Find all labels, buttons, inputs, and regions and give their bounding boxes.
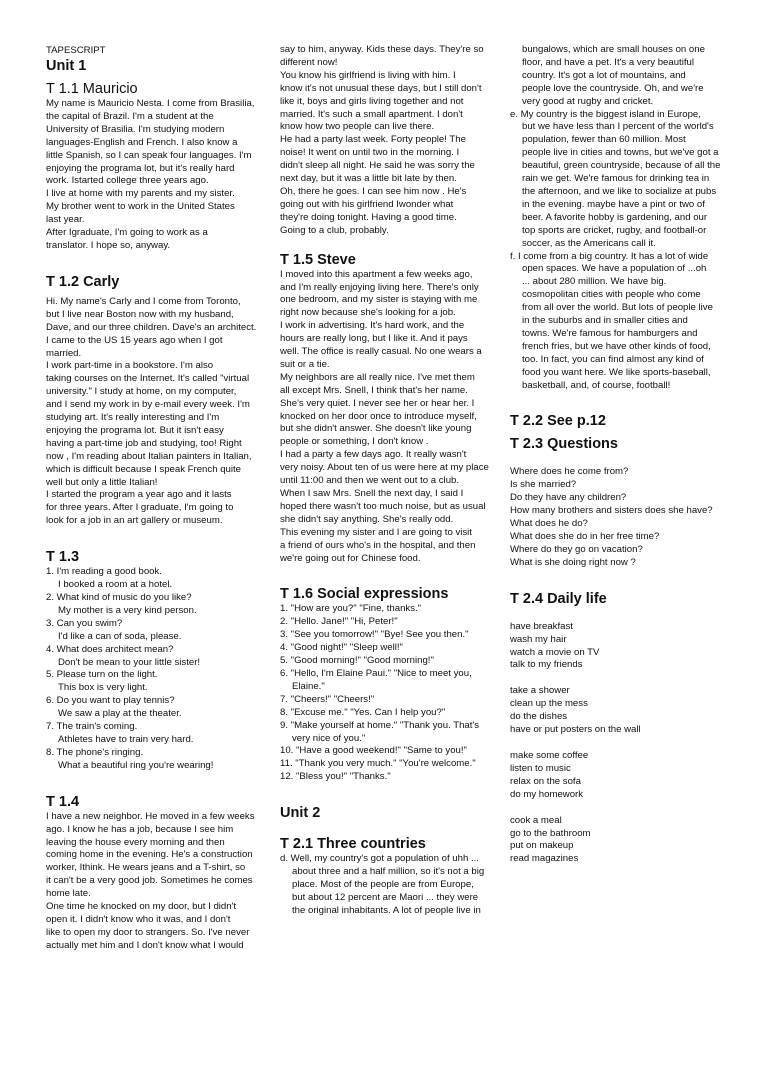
text-line: very good at rugby and cricket. bbox=[522, 95, 654, 107]
list-item-continued: Elaine." bbox=[292, 680, 325, 692]
text-line: we're going out for Chinese food. bbox=[280, 552, 421, 564]
text-line: but I live near Boston now with my husband, bbox=[46, 308, 234, 320]
text-line: people live in cities and towns, but we've got a bbox=[522, 147, 719, 159]
text-line: now , I'm reading about Italian painters in Italian, bbox=[46, 450, 252, 462]
text-line: leaving the house every morning and then bbox=[46, 836, 225, 848]
list-item: listen to music bbox=[510, 762, 571, 774]
text-line: open it. I didn't know who it was, and I don't bbox=[46, 913, 231, 925]
list-item: This box is very light. bbox=[58, 682, 148, 694]
text-line: population, fewer than 60 million. Most bbox=[522, 134, 686, 146]
text-line: food you want here. We like sports-baseball, bbox=[522, 366, 711, 378]
t21-item-f bbox=[510, 251, 742, 393]
text-line: having a part-time job and studying, too! Right bbox=[46, 437, 242, 449]
t15-heading: T 1.5 Steve bbox=[280, 251, 356, 268]
list-item: have or put posters on the wall bbox=[510, 724, 641, 736]
text-line: and I'm really enjoying living here. There's only bbox=[280, 281, 479, 293]
list-item: do the dishes bbox=[510, 711, 568, 723]
text-line: look for a job in an art gallery or museum. bbox=[46, 515, 223, 527]
text-line: she didn't say anything. She's really odd. bbox=[280, 513, 454, 525]
list-item: 10. "Have a good weekend!" "Same to you!" bbox=[280, 745, 467, 757]
list-item: take a shower bbox=[510, 685, 570, 697]
text-line: enjoying the programa lot. But it isn't easy bbox=[46, 424, 224, 436]
text-line: e. My country is the biggest island in Europe, bbox=[510, 108, 701, 120]
text-line: floor, and have a pet. It's a very beautiful bbox=[522, 56, 694, 68]
list-item: go to the bathroom bbox=[510, 827, 591, 839]
text-line: After Igraduate, I'm going to work as a bbox=[46, 227, 208, 239]
text-line: coming home in the evening. He's a construction bbox=[46, 849, 253, 861]
text-line: ... about 280 million. We have big. bbox=[522, 276, 667, 288]
list-item: 4. "Good night!" "Sleep well!" bbox=[280, 642, 403, 654]
t24-heading: T 2.4 Daily life bbox=[510, 590, 607, 607]
text-line: I started the program a year ago and it lasts bbox=[46, 489, 232, 501]
text-line: but we have less than I percent of the world's bbox=[522, 121, 714, 133]
text-line: studying art. It's really interesting and I'm bbox=[46, 412, 220, 424]
text-line: translator. I hope so, anyway. bbox=[46, 239, 171, 251]
text-line: say to him, anyway. Kids these days. They're so bbox=[280, 44, 484, 55]
text-line: the capital of Brazil. I'm a student at the bbox=[46, 110, 214, 122]
question-line: Is she married? bbox=[510, 479, 577, 491]
text-line: didn't sleep all night. He said he was sorry the bbox=[280, 160, 475, 172]
list-item: What a beautiful ring you're wearing! bbox=[58, 759, 214, 771]
list-item: make some coffee bbox=[510, 749, 589, 761]
text-line: Dave, and our three children. Dave's an architect. bbox=[46, 321, 257, 333]
list-item: have breakfast bbox=[510, 620, 573, 632]
list-item: watch a movie on TV bbox=[510, 646, 600, 658]
text-line: My name is Mauricio Nesta. I come from Brasilia, bbox=[46, 98, 255, 109]
unit-2-title: Unit 2 bbox=[280, 805, 321, 822]
t11-heading: T 1.1 Mauricio bbox=[46, 81, 138, 97]
text-line: You know his girlfriend is living with him. I bbox=[280, 69, 456, 81]
list-item: 4. What does architect mean? bbox=[46, 643, 174, 655]
question-line: How many brothers and sisters does she have? bbox=[510, 505, 713, 517]
list-item: 7. The train's coming. bbox=[46, 721, 138, 733]
text-line: This evening my sister and I are going to visit bbox=[280, 526, 472, 538]
text-line: french fries, but we have other kinds of food, bbox=[522, 340, 711, 352]
text-line: know it's not unusual these days, but I still don't bbox=[280, 82, 482, 94]
question-line: What is she doing right now ? bbox=[510, 556, 636, 568]
text-line: the afternoon, and we like to socialize at pubs bbox=[522, 185, 717, 197]
list-item: I'd like a can of soda, please. bbox=[58, 630, 182, 642]
text-line: top sports are cricket, rugby, and football-or bbox=[522, 224, 707, 236]
text-line: in the evening. maybe have a pint or two of bbox=[522, 198, 705, 210]
list-item: do my homework bbox=[510, 788, 584, 800]
text-line: noise! It went on until two in the morning. I bbox=[280, 147, 460, 159]
text-line: Going to a club, probably. bbox=[280, 224, 389, 236]
text-line: My neighbors are all really nice. I've met them bbox=[280, 371, 475, 383]
text-line: She's very quiet. I never see her or hear her. I bbox=[280, 397, 475, 409]
list-item: put on makeup bbox=[510, 840, 574, 852]
text-line: and I send my work in by e-mail every week. I'm bbox=[46, 399, 250, 411]
t14-heading: T 1.4 bbox=[46, 793, 80, 810]
list-item: 5. Please turn on the light. bbox=[46, 669, 158, 681]
text-line: d. Well, my country's got a population of uhh ... bbox=[280, 853, 479, 865]
text-line: university." I study at home, on my computer, bbox=[46, 386, 237, 398]
text-line: cosmopolitan cities with people who come bbox=[522, 289, 701, 301]
list-item: Athletes have to train very hard. bbox=[58, 733, 194, 745]
t14-body bbox=[46, 811, 278, 953]
text-line: work. Istarted college three years ago. bbox=[46, 175, 209, 187]
list-item: 6. Do you want to play tennis? bbox=[46, 695, 175, 707]
text-line: know how two people can live there. bbox=[280, 121, 435, 133]
text-line: I work in advertising. It's hard work, and the bbox=[280, 320, 465, 332]
text-line: married. bbox=[46, 347, 82, 359]
list-item: 12. "Bless you!" "Thanks." bbox=[280, 771, 391, 783]
text-line: married. It's such a small apartment. I don't bbox=[280, 108, 463, 120]
question-line: What does he do? bbox=[510, 518, 588, 530]
t24-group-1 bbox=[510, 621, 742, 673]
text-line: I have a new neighbor. He moved in a few weeks bbox=[46, 810, 255, 822]
list-item: cook a meal bbox=[510, 814, 562, 826]
text-line: Hi. My name's Carly and I come from Toronto, bbox=[46, 295, 241, 307]
text-line: actually met him and I don't know what I would bbox=[46, 939, 244, 951]
text-line: bungalows, which are small houses on one bbox=[522, 44, 705, 55]
column-2 bbox=[280, 44, 506, 918]
text-line: going out with his girlfriend Iwonder what bbox=[280, 198, 454, 210]
text-line: One time he knocked on my door, but I didn't bbox=[46, 901, 237, 913]
list-item: 11. "Thank you very much." "You're welcome." bbox=[280, 758, 476, 770]
text-line: enjoying the programa lot, but it's really hard bbox=[46, 162, 235, 174]
text-line: I work part-time in a bookstore. I'm also bbox=[46, 360, 214, 372]
question-line: Where does he come from? bbox=[510, 466, 629, 478]
text-line: people love the countryside. Oh, and we're bbox=[522, 82, 704, 94]
unit-1-title: Unit 1 bbox=[46, 58, 87, 74]
text-line: hours are really long, but I like it. And it pays bbox=[280, 333, 468, 345]
text-line: hoped there wasn't too much noise, but as usual bbox=[280, 500, 486, 512]
t16-heading: T 1.6 Social expressions bbox=[280, 586, 449, 603]
text-line: little Spanish, so I can speak four languages. I'm bbox=[46, 149, 252, 161]
text-line: a friend of ours who's in the hospital, and then bbox=[280, 539, 476, 551]
text-line: like it, boys and girls living together and not bbox=[280, 95, 464, 107]
question-line: What does she do in her free time? bbox=[510, 531, 660, 542]
t23-list bbox=[510, 466, 742, 569]
text-line: knocked on her door once to introduce myself, bbox=[280, 410, 477, 422]
text-line: the original inhabitants. A lot of people live in bbox=[292, 904, 481, 916]
text-line: but about 12 percent are Maori ... they were bbox=[292, 891, 479, 903]
text-line: University of Brasilia. I'm studying modern bbox=[46, 123, 225, 135]
t11-body bbox=[46, 98, 278, 253]
text-line: Oh, there he goes. I can see him now . He's bbox=[280, 185, 467, 197]
text-line: I had a party a few days ago. It really wasn't bbox=[280, 449, 467, 461]
list-item: Don't be mean to your little sister! bbox=[58, 656, 201, 668]
text-line: languages-English and French. I also know a bbox=[46, 136, 238, 148]
list-item: 3. "See you tomorrow!" "Bye! See you then." bbox=[280, 629, 469, 641]
t22-heading: T 2.2 See p.12 bbox=[510, 413, 606, 430]
list-item: read magazines bbox=[510, 853, 579, 865]
text-line: open spaces. We have a population of ...oh bbox=[522, 263, 707, 275]
text-line: My brother went to work in the United States bbox=[46, 201, 235, 213]
text-line: I came to the US 15 years ago when I got bbox=[46, 334, 223, 346]
text-line: basketball, and, of course, football! bbox=[522, 379, 671, 391]
text-line: well but only a little Italian! bbox=[46, 476, 158, 488]
column-1 bbox=[46, 44, 278, 953]
list-item-continued: very nice of you." bbox=[292, 732, 366, 744]
text-line: country. It's got a lot of mountains, and bbox=[522, 69, 686, 81]
column-3 bbox=[510, 44, 742, 866]
text-line: f. I come from a big country. It has a lot of wide bbox=[510, 250, 709, 262]
list-item: My mother is a very kind person. bbox=[58, 604, 197, 616]
text-line: last year. bbox=[46, 214, 85, 226]
text-line: worker, Ithink. He wears jeans and a T-shirt, so bbox=[46, 862, 246, 874]
list-item: 1. "How are you?" "Fine, thanks." bbox=[280, 603, 422, 615]
text-line: it can't be a very good job. Sometimes he comes bbox=[46, 875, 253, 887]
t12-body bbox=[46, 296, 278, 528]
text-line: next day, but it was a little bit late by then. bbox=[280, 173, 457, 185]
t21-body bbox=[280, 853, 506, 918]
t24-group-4 bbox=[510, 815, 742, 867]
list-item: talk to my friends bbox=[510, 659, 583, 671]
text-line: they're doing tonight. Having a good time. bbox=[280, 211, 457, 223]
list-item: 3. Can you swim? bbox=[46, 617, 123, 629]
text-line: different now! bbox=[280, 56, 338, 68]
text-line: people or something, I don't know . bbox=[280, 436, 429, 448]
list-item: 8. The phone's ringing. bbox=[46, 746, 144, 758]
text-line: well. The office is really casual. No one wears a bbox=[280, 346, 482, 358]
text-line: suit or a tie. bbox=[280, 358, 330, 370]
text-line: one bedroom, and my sister is staying with me bbox=[280, 294, 478, 306]
tapescript-label: TAPESCRIPT bbox=[46, 45, 106, 56]
text-line: place. Most of the people are from Europe, bbox=[292, 878, 474, 890]
text-line: soccer, as the Americans call it. bbox=[522, 237, 656, 249]
list-item: 5. "Good morning!" "Good morning!" bbox=[280, 655, 434, 667]
text-line: When I saw Mrs. Snell the next day, I said I bbox=[280, 488, 464, 499]
t24-group-3 bbox=[510, 750, 742, 802]
list-item: 1. I'm reading a good book. bbox=[46, 566, 162, 578]
t13-list bbox=[46, 566, 278, 773]
list-item: wash my hair bbox=[510, 633, 567, 645]
text-line: like to open my door to strangers. So. I've never bbox=[46, 926, 250, 938]
text-line: right now because she's looking for a job. bbox=[280, 307, 456, 319]
text-line: ago. I know he has a job, because I see him bbox=[46, 823, 234, 835]
list-item: We saw a play at the theater. bbox=[58, 708, 182, 720]
list-item: 2. What kind of music do you like? bbox=[46, 592, 192, 603]
t23-heading: T 2.3 Questions bbox=[510, 436, 618, 453]
list-item: 7. "Cheers!" "Cheers!" bbox=[280, 693, 375, 705]
text-line: home late. bbox=[46, 888, 91, 900]
text-line: taking courses on the Internet. It's called "virtual bbox=[46, 373, 250, 385]
list-item: 9. "Make yourself at home." "Thank you. That's bbox=[280, 719, 480, 731]
t21-continued bbox=[510, 44, 742, 109]
text-line: too. In fact, you can find almost any kind of bbox=[522, 353, 704, 365]
question-line: Where do they go on vacation? bbox=[510, 543, 643, 555]
list-item: 8. "Excuse me." "Yes. Can I help you?" bbox=[280, 706, 446, 718]
list-item: relax on the sofa bbox=[510, 775, 581, 787]
t21-item-e bbox=[510, 109, 742, 251]
t13-heading: T 1.3 bbox=[46, 549, 80, 566]
text-line: in the suburbs and in smaller cities and bbox=[522, 315, 688, 327]
list-item: 2. "Hello. Jane!" "Hi, Peter!" bbox=[280, 616, 398, 628]
text-line: until 11:00 and then we went out to a club. bbox=[280, 475, 460, 487]
text-line: I live at home with my parents and my sister. bbox=[46, 188, 235, 200]
t14-continued bbox=[280, 44, 506, 238]
text-line: for three years. After I graduate, I'm going to bbox=[46, 502, 234, 514]
text-line: beer. A favorite hobby is gardening, and our bbox=[522, 211, 708, 223]
list-item: I booked a room at a hotel. bbox=[58, 579, 173, 591]
t15-body bbox=[280, 269, 506, 566]
t12-heading: T 1.2 Carly bbox=[46, 273, 120, 290]
text-line: but she didn't answer. She doesn't like young bbox=[280, 423, 472, 435]
t24-group-2 bbox=[510, 685, 742, 737]
text-line: He had a party last week. Forty people! The bbox=[280, 134, 466, 146]
text-line: beautiful, green countryside, because of all the bbox=[522, 160, 721, 172]
text-line: all except Mrs. Snell, I think that's her name. bbox=[280, 384, 468, 396]
text-line: from all over the world. But lots of people live bbox=[522, 302, 713, 314]
list-item: 6. "Hello, I'm Elaine Paui." "Nice to meet you, bbox=[280, 667, 472, 679]
text-line: very noisy. About ten of us were here at my place bbox=[280, 462, 489, 474]
t21-heading: T 2.1 Three countries bbox=[280, 836, 426, 853]
text-line: I moved into this apartment a few weeks ago, bbox=[280, 268, 473, 280]
text-line: towns. We're famous for hamburgers and bbox=[522, 327, 698, 339]
text-line: about three and a half million, so it's not a big bbox=[292, 866, 485, 878]
question-line: Do they have any children? bbox=[510, 492, 627, 504]
text-line: which is difficult because I speak French quite bbox=[46, 463, 241, 475]
text-line: rain we get. We're famous for drinking tea in bbox=[522, 173, 710, 185]
list-item: clean up the mess bbox=[510, 698, 588, 710]
t16-list bbox=[280, 603, 506, 784]
